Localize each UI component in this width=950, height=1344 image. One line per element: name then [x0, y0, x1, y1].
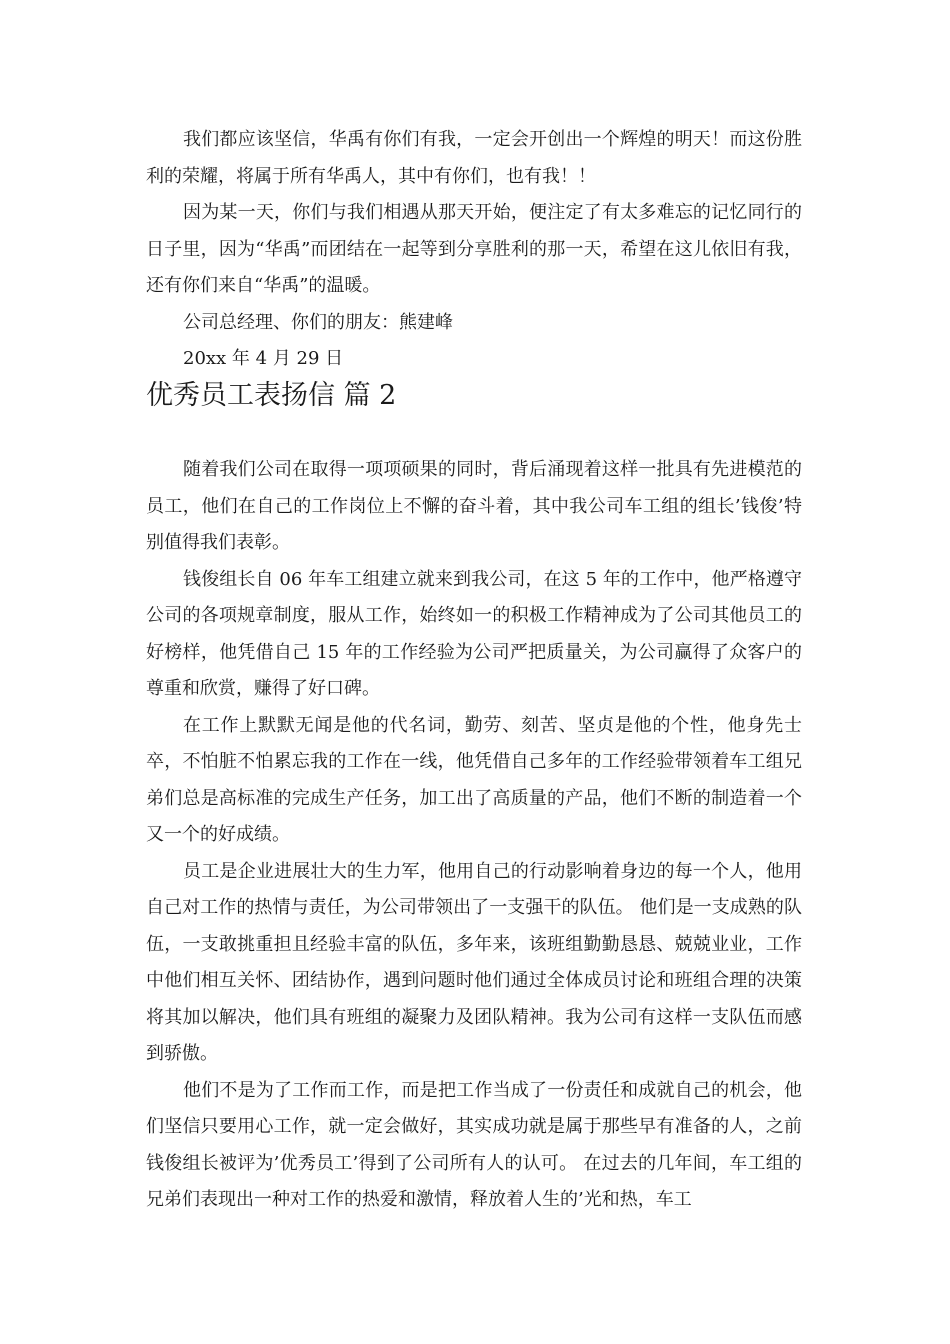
letter-date: 20xx 年 4 月 29 日 — [183, 348, 344, 369]
body-paragraph: 在工作上默默无闻是他的代名词，勤劳、刻苦、坚贞是他的个性，他身先士卒，不怕脏不怕累忘我的工作在一线，他凭借自己多年的工作经验带领着车工组兄弟们总是高标准的完成生产任务，加工出了高质量的产品，他们不断的制造着一个又一个的好成绩。 — [146, 714, 802, 845]
section-spacer — [146, 414, 802, 452]
letter-signature: 公司总经理、你们的朋友：熊建峰 — [183, 311, 453, 333]
section-title: 优秀员工表扬信 篇 2 — [146, 379, 397, 411]
document-body — [146, 122, 802, 1219]
body-paragraph: 钱俊组长自 06 年车工组建立就来到我公司，在这 5 年的工作中，他严格遵守公司的各项规章制度，服从工作，始终如一的积极工作精神成为了公司其他员工的好榜样，他凭借自己 15 年的工作经验为公司严把质量关，为公司赢得了众客户的尊重和欣赏，赚得了好口碑。 — [146, 568, 802, 699]
body-paragraph: 员工是企业进展壮大的生力军，他用自己的行动影响着身边的每一个人，他用自己对工作的热情与责任，为公司带领出了一支强干的队伍。 他们是一支成熟的队伍，一支敢挑重担且经验丰富的队伍，多年来，该班组勤勤恳恳、兢兢业业，工作中他们相互关怀、团结协作，遇到问题时他们通过全体成员讨论和班组合理的决策将其加以解决，他们具有班组的凝聚力及团队精神。我为公司有这样一支队伍而感到骄傲。 — [146, 860, 802, 1064]
body-paragraph: 他们不是为了工作而工作，而是把工作当成了一份责任和成就自己的机会，他们坚信只要用心工作，就一定会做好，其实成功就是属于那些早有准备的人，之前钱俊组长被评为’优秀员工’得到了公司所有人的认可。 在过去的几年间，车工组的兄弟们表现出一种对工作的热爱和激情，释放着人生的’光和热，车工 — [146, 1079, 802, 1210]
closing-paragraph-1: 我们都应该坚信，华禹有你们有我，一定会开创出一个辉煌的明天！而这份胜利的荣耀，将属于所有华禹人，其中有你们，也有我！！ — [146, 129, 802, 187]
body-paragraph: 随着我们公司在取得一项项硕果的同时，背后涌现着这样一批具有先进模范的员工，他们在自己的工作岗位上不懈的奋斗着，其中我公司车工组的组长’钱俊’特别值得我们表彰。 — [146, 459, 802, 553]
closing-paragraph-2: 因为某一天，你们与我们相遇从那天开始，便注定了有太多难忘的记忆同行的日子里，因为“华禹”而团结在一起等到分享胜利的那一天，希望在这儿依旧有我，还有你们来自“华禹”的温暖。 — [146, 202, 802, 296]
